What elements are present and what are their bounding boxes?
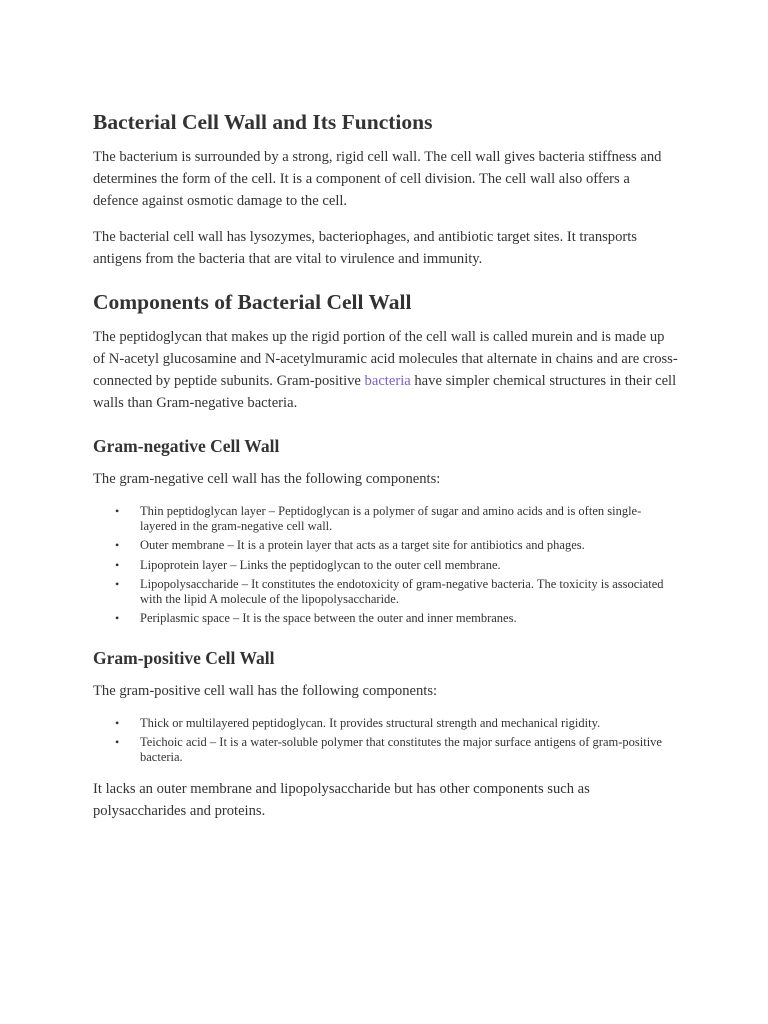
paragraph-peptidoglycan <box>93 326 678 414</box>
paragraph-intro: The bacterium is surrounded by a strong, rigid cell wall. The cell wall gives bacteria stiffness and determines the form of the cell. It is a component of cell division. The cell wall also offers a defence against osmotic damage to the cell. <box>93 149 662 209</box>
list-item: • Outer membrane – It is a protein layer that acts as a target site for antibiotics and phages. <box>140 538 678 553</box>
heading-gram-negative: Gram-negative Cell Wall <box>93 436 280 456</box>
list-item: • Lipopolysaccharide – It constitutes the endotoxicity of gram-negative bacteria. The toxicity is associated with the lipid A molecule of the lipopolysaccharide. <box>140 577 678 606</box>
gram-negative-intro: The gram-negative cell wall has the following components: <box>93 471 441 487</box>
title-bacterial-cell-wall: Bacterial Cell Wall and Its Functions <box>93 110 433 134</box>
paragraph-functions: The bacterial cell wall has lysozymes, bacteriophages, and antibiotic target sites. It transports antigens from the bacteria that are vital to virulence and immunity. <box>93 229 637 267</box>
paragraph-closing: It lacks an outer membrane and lipopolysaccharide but has other components such as polysaccharides and proteins. <box>93 781 590 819</box>
list-item: • Lipoprotein layer – Links the peptidoglycan to the outer cell membrane. <box>140 558 678 573</box>
document-page <box>93 108 678 836</box>
gram-positive-intro: The gram-positive cell wall has the following components: <box>93 682 438 699</box>
list-item: • Periplasmic space – It is the space between the outer and inner membranes. <box>140 611 678 626</box>
gram-negative-list <box>93 504 678 626</box>
bacteria-link[interactable]: bacteria <box>364 373 411 389</box>
list-item: • Thick or multilayered peptidoglycan. It provides structural strength and mechanical rigidity. <box>140 716 678 731</box>
heading-gram-positive: Gram-positive Cell Wall <box>93 647 275 668</box>
gram-positive-list <box>93 716 678 765</box>
paragraph-peptidoglycan-text-end: have simpler chemical structures in their cell walls than Gram-negative bacteria. <box>93 373 677 411</box>
list-item: • Teichoic acid – It is a water-soluble polymer that constitutes the major surface antigens of gram-positive bacteria. <box>140 735 678 764</box>
paragraph-peptidoglycan-text-start: The peptidoglycan that makes up the rigid portion of the cell wall is called murein and is made up of N-acetyl glucosamine and N-acetylmuramic acid molecules that alternate in chains and are cross-connected by peptide subunits. Gram-positive <box>93 329 678 389</box>
list-item: • Thin peptidoglycan layer – Peptidoglycan is a polymer of sugar and amino acids and is often single-layered in the gram-negative cell wall. <box>140 504 678 533</box>
title-components: Components of Bacterial Cell Wall <box>93 290 412 314</box>
